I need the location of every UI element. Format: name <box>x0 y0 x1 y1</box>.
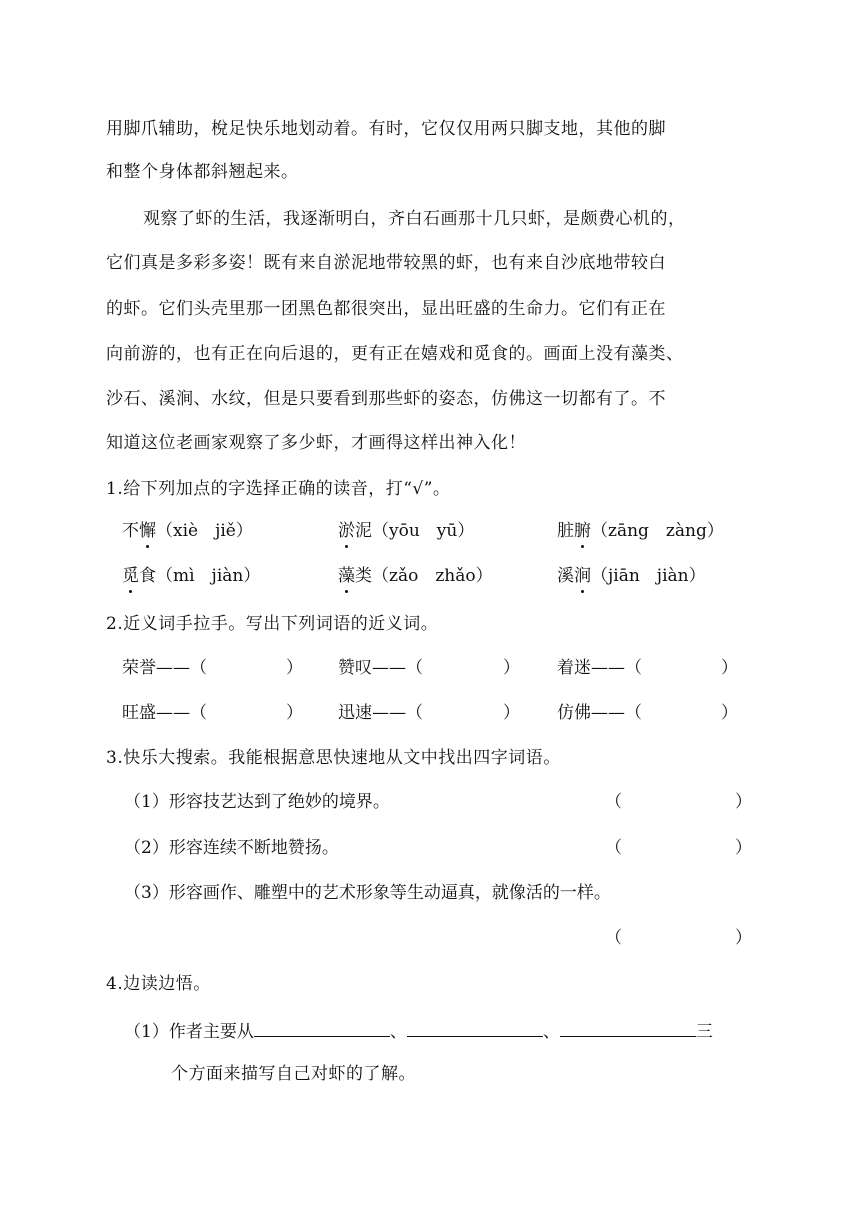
q3-answer-close: ） <box>735 928 752 948</box>
pinyin-options: （xiè jiě） <box>156 521 253 541</box>
passage-line-8: 知道这位老画家观察了多少虾，才画得这样出神入化！ <box>106 433 526 453</box>
q4-item-1-line-1 <box>124 1018 713 1044</box>
passage-line-1: 用脚爪辅助，梲足快乐地划动着。有时，它仅仅用两只脚支地，其他的脚 <box>106 119 666 139</box>
q3-answer-open: （ <box>605 928 622 948</box>
q4-prefix: （1）作者主要从 <box>124 1022 254 1042</box>
q3-item-3: （3）形容画作、雕塑中的艺术形象等生动逼真，就像活的一样。 <box>124 883 611 903</box>
pinyin-options: （mì jiàn） <box>156 566 261 586</box>
q4-suffix: 三 <box>695 1022 713 1042</box>
q1-char: 脏 <box>557 521 574 541</box>
separator: 、 <box>389 1022 407 1042</box>
dotted-char: 懈 <box>139 521 156 541</box>
q1-char: 泥 <box>355 521 372 541</box>
passage-line-7: 沙石、溪涧、水纹，但是只要看到那些虾的姿态，仿佛这一切都有了。不 <box>106 389 666 409</box>
q1-char: 溪 <box>557 566 574 586</box>
q1-item <box>122 564 260 588</box>
q1-char: 食 <box>139 566 156 586</box>
q3-item-2: （2）形容连续不断地赞扬。 <box>124 838 339 858</box>
dotted-char: 藻 <box>338 566 355 586</box>
passage-line-2: 和整个身体都斜翘起来。 <box>106 162 299 182</box>
question-3-title: 3.快乐大搜索。我能根据意思快速地从文中找出四字词语。 <box>106 748 561 768</box>
pinyin-options: （jiān jiàn） <box>591 566 706 586</box>
passage-line-6: 向前游的，也有正在向后退的，更有正在嬉戏和觅食的。画面上没有藻类、 <box>106 344 684 364</box>
q1-item <box>557 519 724 543</box>
dotted-char: 涧 <box>574 566 591 586</box>
pinyin-options: （zāng zàng） <box>591 521 724 541</box>
q2-answer-close: ） <box>503 658 520 678</box>
q1-char: 不 <box>122 521 139 541</box>
q2-word: 迅速——（ <box>338 703 423 723</box>
q2-word: 仿佛——（ <box>557 703 642 723</box>
q3-item-1: （1）形容技艺达到了绝妙的境界。 <box>124 792 390 812</box>
q2-word: 荣誉——（ <box>122 658 207 678</box>
q1-item <box>338 519 474 543</box>
q2-word: 着迷——（ <box>557 658 642 678</box>
dotted-char: 淤 <box>338 521 355 541</box>
q2-word: 赞叹——（ <box>338 658 423 678</box>
q1-item <box>122 519 253 543</box>
pinyin-options: （yōu yū） <box>372 521 475 541</box>
q1-item <box>338 564 493 588</box>
passage-line-3: 观察了虾的生活，我逐渐明白，齐白石画那十几只虾，是颇费心机的， <box>143 209 686 229</box>
q2-word: 旺盛——（ <box>122 703 207 723</box>
answer-blank-1[interactable] <box>254 1018 390 1037</box>
q2-answer-close: ） <box>503 703 520 723</box>
q2-answer-close: ） <box>286 703 303 723</box>
question-4-title: 4.边读边悟。 <box>106 974 211 994</box>
passage-line-4: 它们真是多彩多姿！既有来自淤泥地带较黑的虾，也有来自沙底地带较白 <box>106 253 666 273</box>
q1-char: 类 <box>355 566 372 586</box>
dotted-char: 觅 <box>122 566 139 586</box>
q3-answer-open: （ <box>605 792 622 812</box>
answer-blank-3[interactable] <box>560 1018 696 1037</box>
q2-answer-close: ） <box>721 658 738 678</box>
separator: 、 <box>542 1022 560 1042</box>
q1-item <box>557 564 706 588</box>
q3-answer-open: （ <box>605 838 622 858</box>
q3-answer-close: ） <box>735 792 752 812</box>
answer-blank-2[interactable] <box>407 1018 543 1037</box>
dotted-char: 腑 <box>574 521 591 541</box>
question-2-title: 2.近义词手拉手。写出下列词语的近义词。 <box>106 614 439 634</box>
q2-answer-close: ） <box>721 703 738 723</box>
passage-line-5: 的虾。它们头壳里那一团黑色都很突出，显出旺盛的生命力。它们有正在 <box>106 299 666 319</box>
q4-item-1-line-2: 个方面来描写自己对虾的了解。 <box>171 1064 416 1084</box>
q3-answer-close: ） <box>735 838 752 858</box>
q2-answer-close: ） <box>286 658 303 678</box>
question-1-title: 1.给下列加点的字选择正确的读音，打“√”。 <box>106 479 451 499</box>
pinyin-options: （zǎo zhǎo） <box>372 566 493 586</box>
